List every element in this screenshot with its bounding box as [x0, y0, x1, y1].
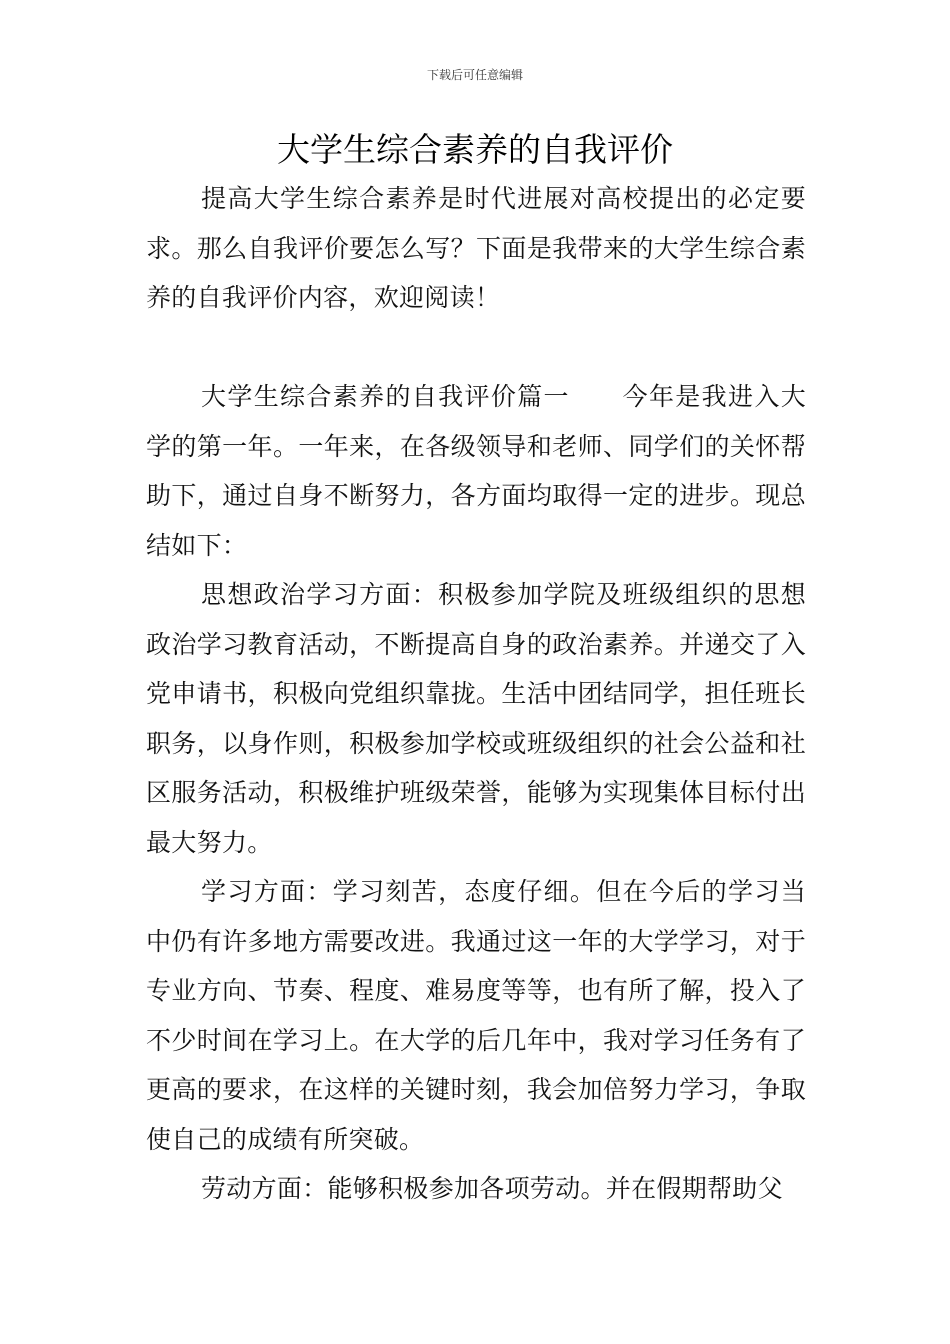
paragraph-labor: 劳动方面：能够积极参加各项劳动。并在假期帮助父 — [201, 1174, 783, 1203]
blank-line — [146, 323, 806, 373]
document-title: 大学生综合素养的自我评价 — [277, 130, 673, 169]
header-note: 下载后可任意编辑 — [426, 68, 523, 82]
paragraph-study: 学习方面：学习刻苦，态度仔细。但在今后的学习当中仍有许多地方需要改进。我通过这一年的大学学习，对于专业方向、节奏、程度、难易度等等，也有所了解，投入了不少时间在学习上。在大学的后几年中，我对学习任务有了更高的要求，在这样的关键时刻，我会加倍努力学习，争取使自己的成绩有所突破。 — [146, 877, 806, 1154]
paragraph-section-one: 大学生综合素养的自我评价篇一 今年是我进入大学的第一年。一年来，在各级领导和老师、同学们的关怀帮助下，通过自身不断努力，各方面均取得一定的进步。现总结如下： — [146, 382, 806, 560]
paragraph-intro: 提高大学生综合素养是时代进展对高校提出的必定要求。那么自我评价要怎么写？下面是我带来的大学生综合素养的自我评价内容，欢迎阅读！ — [146, 184, 806, 312]
document-body — [146, 174, 806, 1214]
paragraph-politics: 思想政治学习方面：积极参加学院及班级组织的思想政治学习教育活动，不断提高自身的政治素养。并递交了入党申请书，积极向党组织靠拢。生活中团结同学，担任班长职务，以身作则，积极参加学校或班级组织的社会公益和社区服务活动，积极维护班级荣誉，能够为实现集体目标付出最大努力。 — [146, 580, 806, 857]
